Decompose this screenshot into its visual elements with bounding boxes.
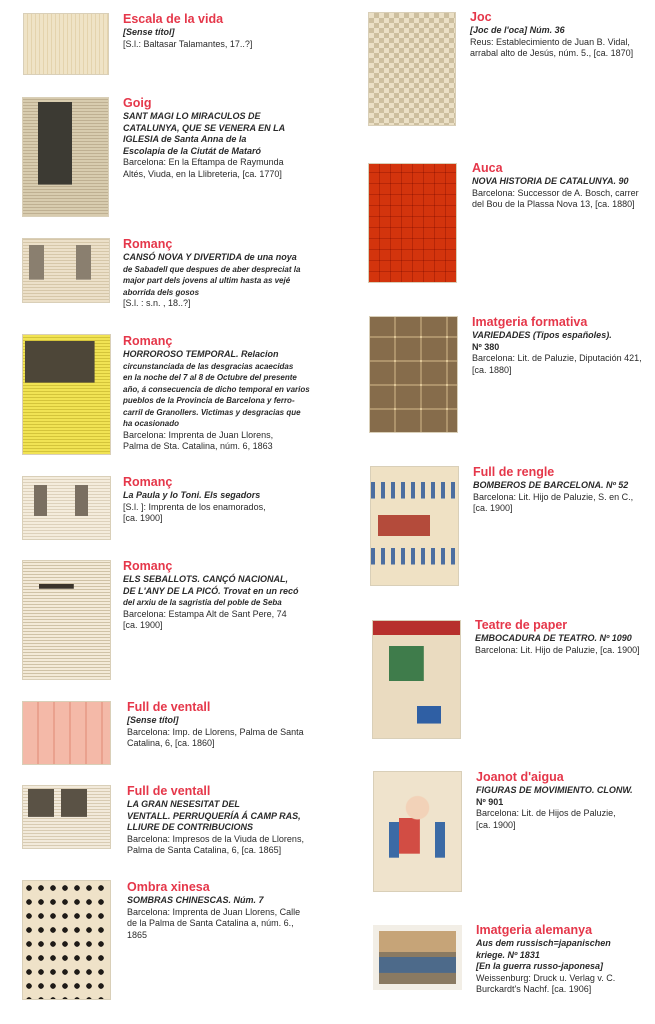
entry-title: VENTALL. PERRUQUERÍA Á CAMP RAS, — [127, 810, 301, 821]
entry-title: [Sense títol] — [127, 715, 179, 725]
entry-title: [Sense títol] — [123, 27, 175, 37]
entry-number: Nº 380 — [472, 341, 500, 352]
category-label: Romanç — [123, 334, 173, 348]
entry-publication: Palma de Santa Catalina, 6, [ca. 1865] — [127, 845, 282, 855]
entry-publication: Barcelona: Imprenta de Juan Llorens, Calle — [127, 906, 301, 917]
entry-title: Aus dem russisch=japanischen — [476, 938, 611, 948]
entry-publication: Barcelona: Lit. Hijo de Paluzie, S. en C., — [473, 491, 634, 502]
entry-text — [475, 618, 655, 656]
print-thumbnail — [22, 880, 111, 1000]
entry-publication: Barcelona: Lit. de Paluzie, Diputación 421, — [472, 353, 642, 363]
print-thumbnail — [368, 12, 456, 126]
entry-text — [123, 12, 313, 50]
category-label: Romanç — [123, 475, 173, 489]
entry-publication: 1865 — [127, 929, 148, 940]
entry-title: SOMBRAS CHINESCAS. Núm. 7 — [127, 895, 264, 905]
entry-subtitle: del arxiu de la sagristia del poble de Seba — [123, 598, 282, 607]
entry-title: VARIEDADES (Tipos españoles). — [472, 330, 612, 340]
entry-publication: [ca. 1900] — [123, 620, 163, 630]
print-thumbnail — [369, 316, 458, 433]
entry-text — [470, 10, 650, 60]
print-thumbnail — [22, 97, 109, 217]
entry-publication: [ca. 1900] — [476, 819, 516, 830]
entry-publication: arrabal alto de Jesús, núm. 5., [ca. 1870] — [470, 48, 634, 58]
entry-publication: Weissenburg: Druck u. Verlag v. C. — [476, 972, 616, 983]
entry-title: [En la guerra russo-japonesa] — [476, 961, 604, 971]
entry-publication: [S.l. : s.n. , 18..?] — [123, 298, 191, 308]
entry-publication: Barcelona: Estampa Alt de Sant Pere, 74 — [123, 608, 287, 619]
category-label: Joc — [470, 10, 492, 24]
print-thumbnail — [373, 771, 462, 892]
entry-publication: Barcelona: En la Eftampa de Raymunda — [123, 157, 284, 167]
entry-publication: Barcelona: Impresos de la Viuda de Llorens, — [127, 833, 304, 844]
category-label: Romanç — [123, 559, 173, 573]
category-label: Goig — [123, 96, 152, 110]
entry-text — [127, 700, 322, 750]
print-thumbnail — [22, 476, 111, 540]
print-thumbnail — [373, 925, 462, 990]
category-label: Joanot d'aigua — [476, 770, 564, 784]
print-thumbnail — [22, 785, 111, 849]
entry-title: EMBOCADURA DE TEATRO. Nº 1090 — [475, 633, 632, 643]
entry-title: HORROROSO TEMPORAL. Relacion — [123, 349, 279, 359]
entry-subtitle: de Sabadell que despues de aber despreciat la — [123, 264, 301, 274]
category-label: Full de ventall — [127, 784, 211, 798]
print-thumbnail — [22, 560, 111, 680]
entry-text — [123, 475, 318, 525]
entry-publication: [S.l.: Baltasar Talamantes, 17..?] — [123, 38, 253, 49]
entry-title: [Joc de l'oca] Núm. 36 — [470, 25, 565, 35]
entry-subtitle: en la noche del 7 al 8 de Octubre del presente — [123, 373, 297, 382]
print-thumbnail — [22, 238, 110, 303]
entry-title: CANSÓ NOVA Y DIVERTIDA de una noya — [123, 252, 297, 262]
entry-text — [127, 784, 327, 857]
entry-title: IGLESIA de Santa Anna de la — [123, 134, 247, 144]
category-label: Full de ventall — [127, 700, 211, 714]
category-label: Imatgeria formativa — [472, 315, 588, 329]
entry-subtitle: carril de Granollers. Victimas y desgracias que — [123, 407, 301, 417]
entry-text — [473, 465, 653, 515]
entry-number: Nº 901 — [476, 796, 504, 807]
entry-publication: de la Palma de Santa Catalina a, núm. 6., — [127, 918, 294, 928]
entry-publication: [S.l. ]: Imprenta de los enamorados, — [123, 501, 266, 512]
entry-text — [127, 880, 327, 941]
entry-publication: Barcelona: Imprenta de Juan Llorens, — [123, 429, 274, 440]
entry-publication: Burckardt's Nachf. [ca. 1906] — [476, 984, 592, 994]
entry-publication: Palma de Sta. Catalina, núm. 6, 1863 — [123, 441, 273, 451]
entry-subtitle: major part dels jovens al ultim hasta as vejé — [123, 276, 291, 285]
entry-text — [472, 315, 652, 376]
entry-title: LLIURE DE CONTRIBUCIONS — [127, 822, 253, 832]
entry-text — [123, 96, 318, 180]
entry-publication: [ca. 1900] — [123, 513, 163, 523]
category-label: Full de rengle — [473, 465, 555, 479]
entry-publication: Reus: Establecimiento de Juan B. Vidal, — [470, 36, 630, 47]
entry-title: DE L'ANY DE LA PICÓ. Trovat en un recó — [123, 585, 299, 596]
category-label: Auca — [472, 161, 503, 175]
entry-subtitle: circunstanciada de las desgracias acaecidas — [123, 361, 294, 371]
print-thumbnail — [372, 620, 461, 739]
entry-title: LA GRAN NESESITAT DEL — [127, 799, 240, 809]
entry-text — [123, 559, 323, 632]
entry-text — [476, 923, 655, 996]
entry-title: Escolapia de la Ciutát de Mataró — [123, 145, 262, 156]
category-label: Escala de la vida — [123, 12, 224, 26]
category-label: Romanç — [123, 237, 173, 251]
print-thumbnail — [370, 466, 459, 586]
print-thumbnail — [23, 13, 109, 75]
entry-subtitle: pueblos de la Provincia de Barcelona y ferro- — [123, 396, 295, 405]
entry-publication: del Bou de la Plassa Nova 13, [ca. 1880] — [472, 199, 635, 209]
entry-subtitle: ha ocasionado — [123, 419, 180, 428]
entry-publication: [ca. 1900] — [473, 503, 513, 513]
entry-title: BOMBEROS DE BARCELONA. Nº 52 — [473, 480, 629, 490]
entry-title: kriege. Nº 1831 — [476, 949, 540, 960]
entry-publication: [ca. 1880] — [472, 364, 512, 375]
entry-text — [472, 161, 652, 211]
entry-publication: Barcelona: Successor de A. Bosch, carrer — [472, 187, 639, 198]
entry-title: La Paula y lo Toni. Els segadors — [123, 490, 261, 500]
category-label: Ombra xinesa — [127, 880, 210, 894]
entry-publication: Altés, Viuda, en la Llibreteria, [ca. 1770] — [123, 168, 282, 179]
entry-text — [123, 237, 318, 310]
entry-publication: Catalina, 6, [ca. 1860] — [127, 738, 215, 748]
print-thumbnail — [22, 334, 111, 455]
entry-subtitle: año, á consecuencia de dicho temporal en varios — [123, 384, 310, 394]
print-thumbnail — [22, 701, 111, 765]
entry-publication: Barcelona: Imp. de Llorens, Palma de Santa — [127, 726, 304, 737]
entry-title: CATALUNYA, QUE SE VENERA EN LA — [123, 122, 286, 133]
entry-text — [476, 770, 655, 831]
category-label: Teatre de paper — [475, 618, 568, 632]
entry-title: FIGURAS DE MOVIMIENTO. CLONW. — [476, 785, 633, 795]
print-thumbnail — [368, 163, 457, 283]
entry-title: NOVA HISTORIA DE CATALUNYA. 90 — [472, 176, 629, 186]
entry-title: SANT MAGI LO MIRACULOS DE — [123, 111, 261, 121]
entry-text — [123, 334, 323, 453]
entry-title: ELS SEBALLOTS. CANÇÓ NACIONAL, — [123, 574, 289, 584]
entry-subtitle: aborrida dels gosos — [123, 287, 200, 297]
entry-publication: Barcelona: Lit. de Hijos de Paluzie, — [476, 808, 616, 818]
category-label: Imatgeria alemanya — [476, 923, 593, 937]
entry-publication: Barcelona: Lit. Hijo de Paluzie, [ca. 1900] — [475, 644, 640, 655]
